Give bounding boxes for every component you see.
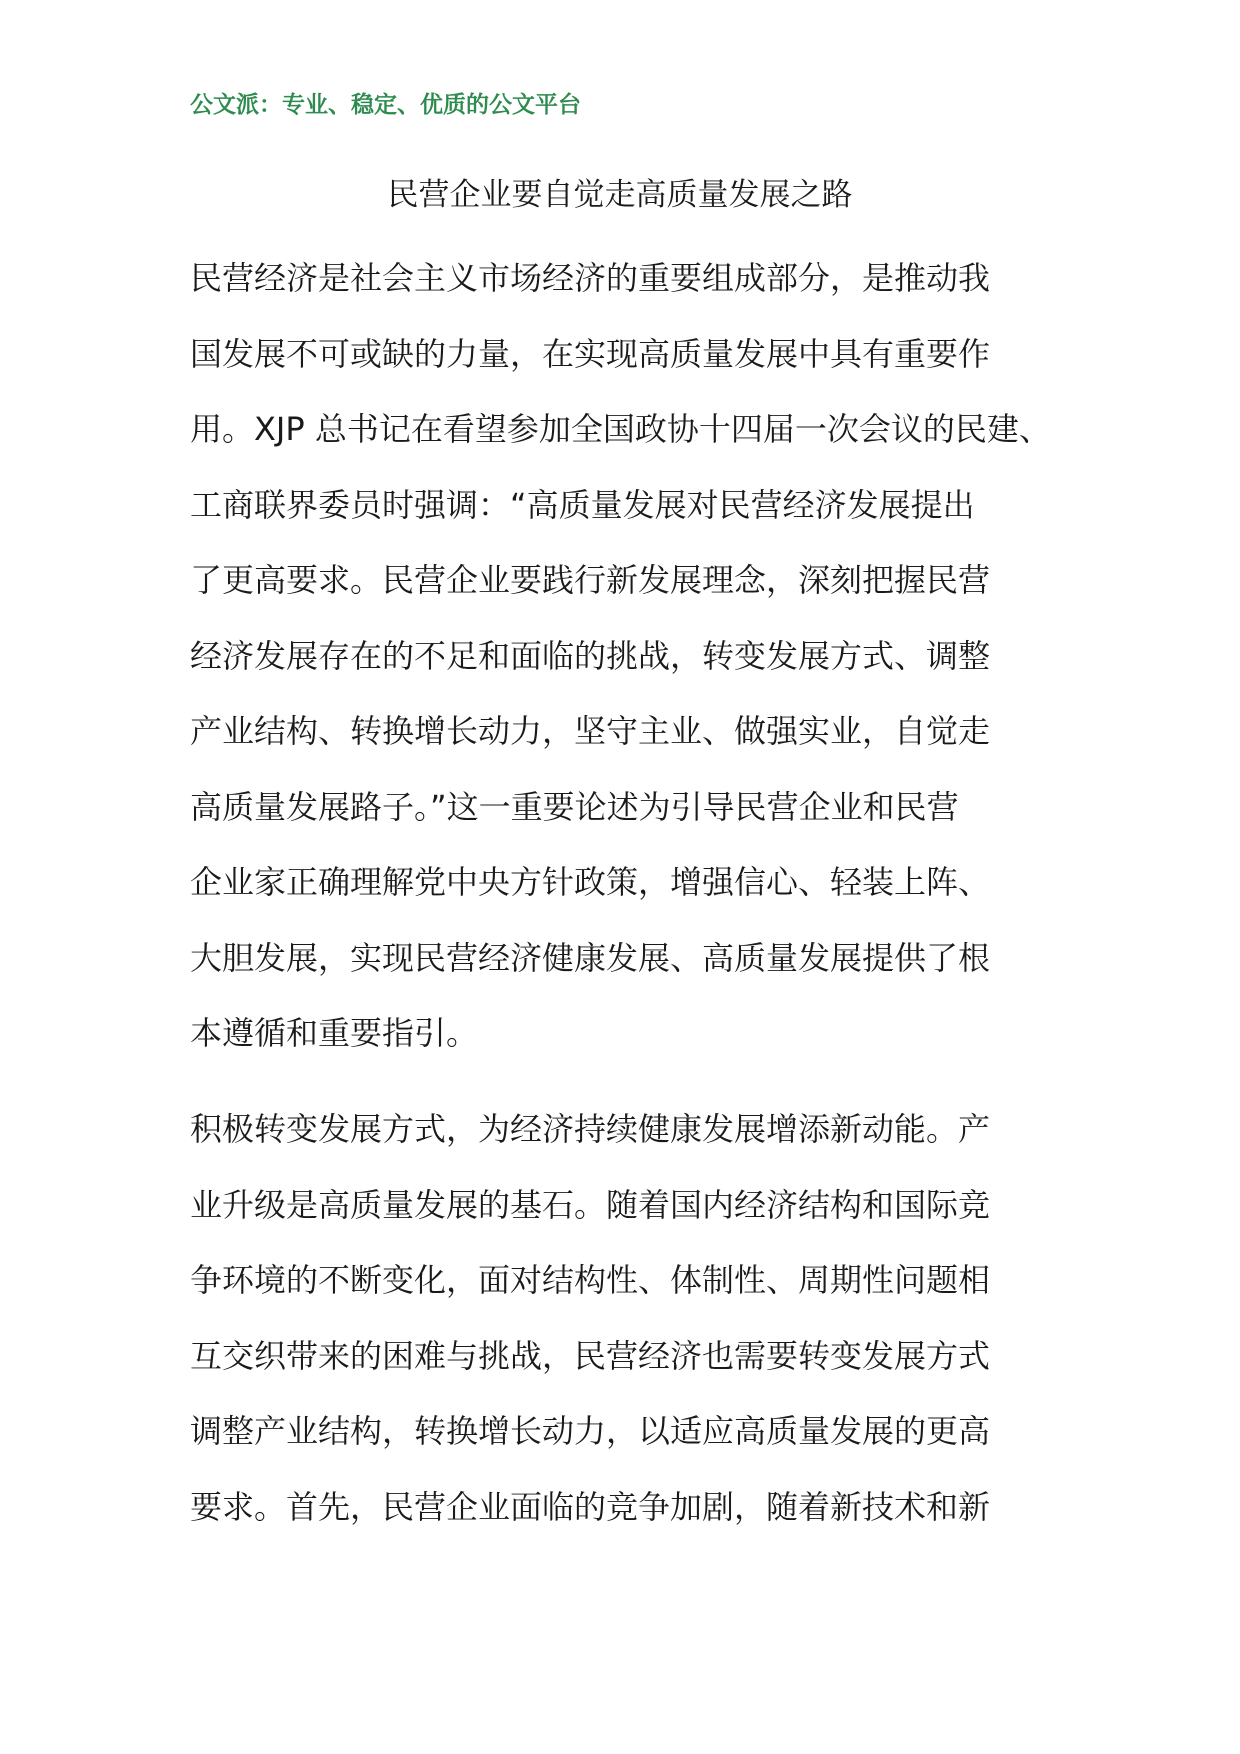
paragraph-line: 业升级是高质量发展的基石。随着国内经济结构和国际竞 (190, 1185, 991, 1224)
paragraph-line: 了更高要求。民营企业要践行新发展理念，深刻把握民营 (190, 561, 991, 599)
paragraph-line: 国发展不可或缺的力量，在实现高质量发展中具有重要作 (190, 334, 991, 373)
paragraph-line: 高质量发展路子。”这一重要论述为引导民营企业和民营 (190, 787, 959, 826)
paragraph-line: 要求。首先，民营企业面临的竞争加剧，随着新技术和新 (190, 1487, 991, 1526)
paragraph-line: 积极转变发展方式，为经济持续健康发展增添新动能。产 (190, 1110, 991, 1148)
paragraph-line: 大胆发展，实现民营经济健康发展、高质量发展提供了根 (190, 938, 991, 977)
paragraph-line: 产业结构、转换增长动力，坚守主业、做强实业，自觉走 (190, 712, 991, 750)
paragraph-2 (190, 1107, 1090, 1560)
paragraph-1 (190, 256, 1090, 1087)
paragraph-line: 本遵循和重要指引。 (190, 1014, 479, 1052)
paragraph-line: 调整产业结构，转换增长动力，以适应高质量发展的更高 (190, 1412, 991, 1450)
paragraph-line: 民营经济是社会主义市场经济的重要组成部分，是推动我 (190, 259, 991, 297)
header-slogan: 公文派：专业、稳定、优质的公文平台 (190, 92, 581, 118)
paragraph-line: 工商联界委员时强调：“高质量发展对民营经济发展提出 (190, 485, 975, 524)
paragraph-line: 争环境的不断变化，面对结构性、体制性、周期性问题相 (190, 1261, 991, 1299)
paragraph-line: 经济发展存在的不足和面临的挑战，转变发展方式、调整 (190, 636, 991, 675)
paragraph-line: 互交织带来的困难与挑战，民营经济也需要转变发展方式 (190, 1336, 991, 1375)
paragraph-line: 用。XJP 总书记在看望参加全国政协十四届一次会议的民建、 (190, 410, 1051, 448)
paragraph-line: 企业家正确理解党中央方针政策，增强信心、轻装上阵、 (190, 863, 991, 901)
document-title: 民营企业要自觉走高质量发展之路 (387, 177, 853, 213)
